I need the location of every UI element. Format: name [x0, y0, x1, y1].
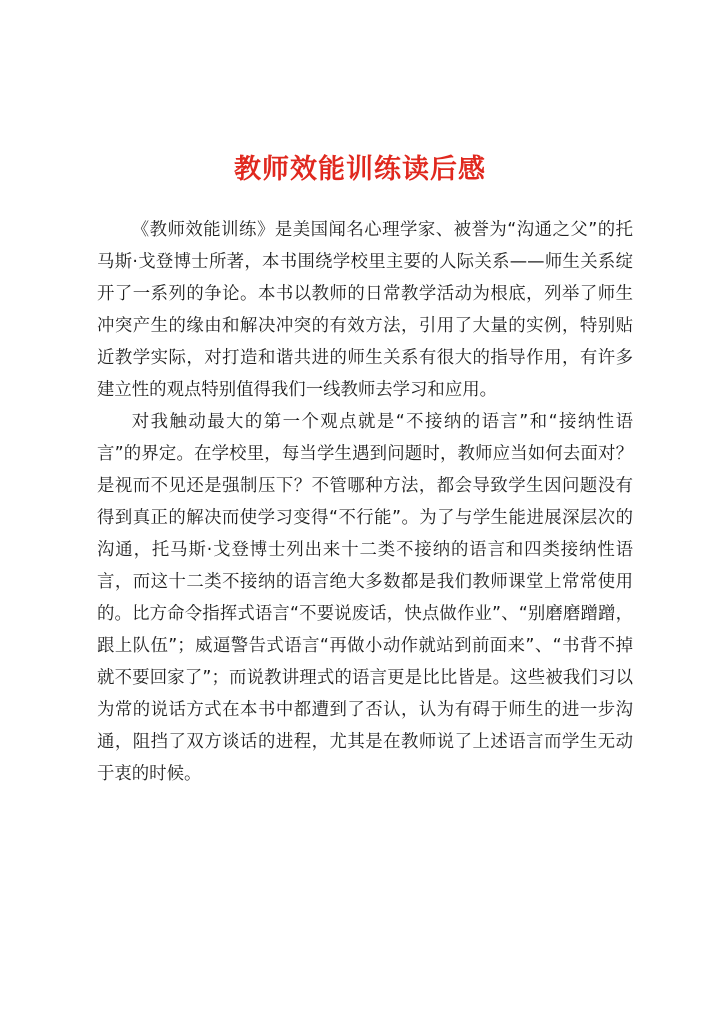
document-title: 教师效能训练读后感	[234, 154, 486, 185]
paragraph-2: 对我触动最大的第一个观点就是“不接纳的语言”和“接纳性语言”的界定。在学校里，每当学生遇到问题时，教师应当如何去面对？是视而不见还是强制压下？不管哪种方法，都会导致学生因问题没有得到真正的解决而使学习变得“不行能”。为了与学生能进展深层次的沟通，托马斯·戈登博士列出来十二类不接纳的语言和四类接纳性语言，而这十二类不接纳的语言绝大多数都是我们教师课堂上常常使用的。比方命令指挥式语言“不要说废话，快点做作业”、“别磨磨蹭蹭，跟上队伍”；威逼警告式语言“再做小动作就站到前面来”、“书背不掉就不要回家了”；而说教讲理式的语言更是比比皆是。这些被我们习以为常的说话方式在本书中都遭到了否认，认为有碍于师生的进一步沟通，阻挡了双方谈话的进程，尤其是在教师说了上述语言而学生无动于衷的时候。	[97, 412, 633, 784]
document-body	[97, 214, 633, 790]
paragraph-1: 《教师效能训练》是美国闻名心理学家、被誉为“沟通之父”的托马斯·戈登博士所著，本书围绕学校里主要的人际关系——师生关系绽开了一系列的争论。本书以教师的日常教学活动为根底，列举了师生冲突产生的缘由和解决冲突的有效方法，引用了大量的实例，特别贴近教学实际，对打造和谐共进的师生关系有很大的指导作用，有许多建立性的观点特别值得我们一线教师去学习和应用。	[97, 220, 633, 400]
